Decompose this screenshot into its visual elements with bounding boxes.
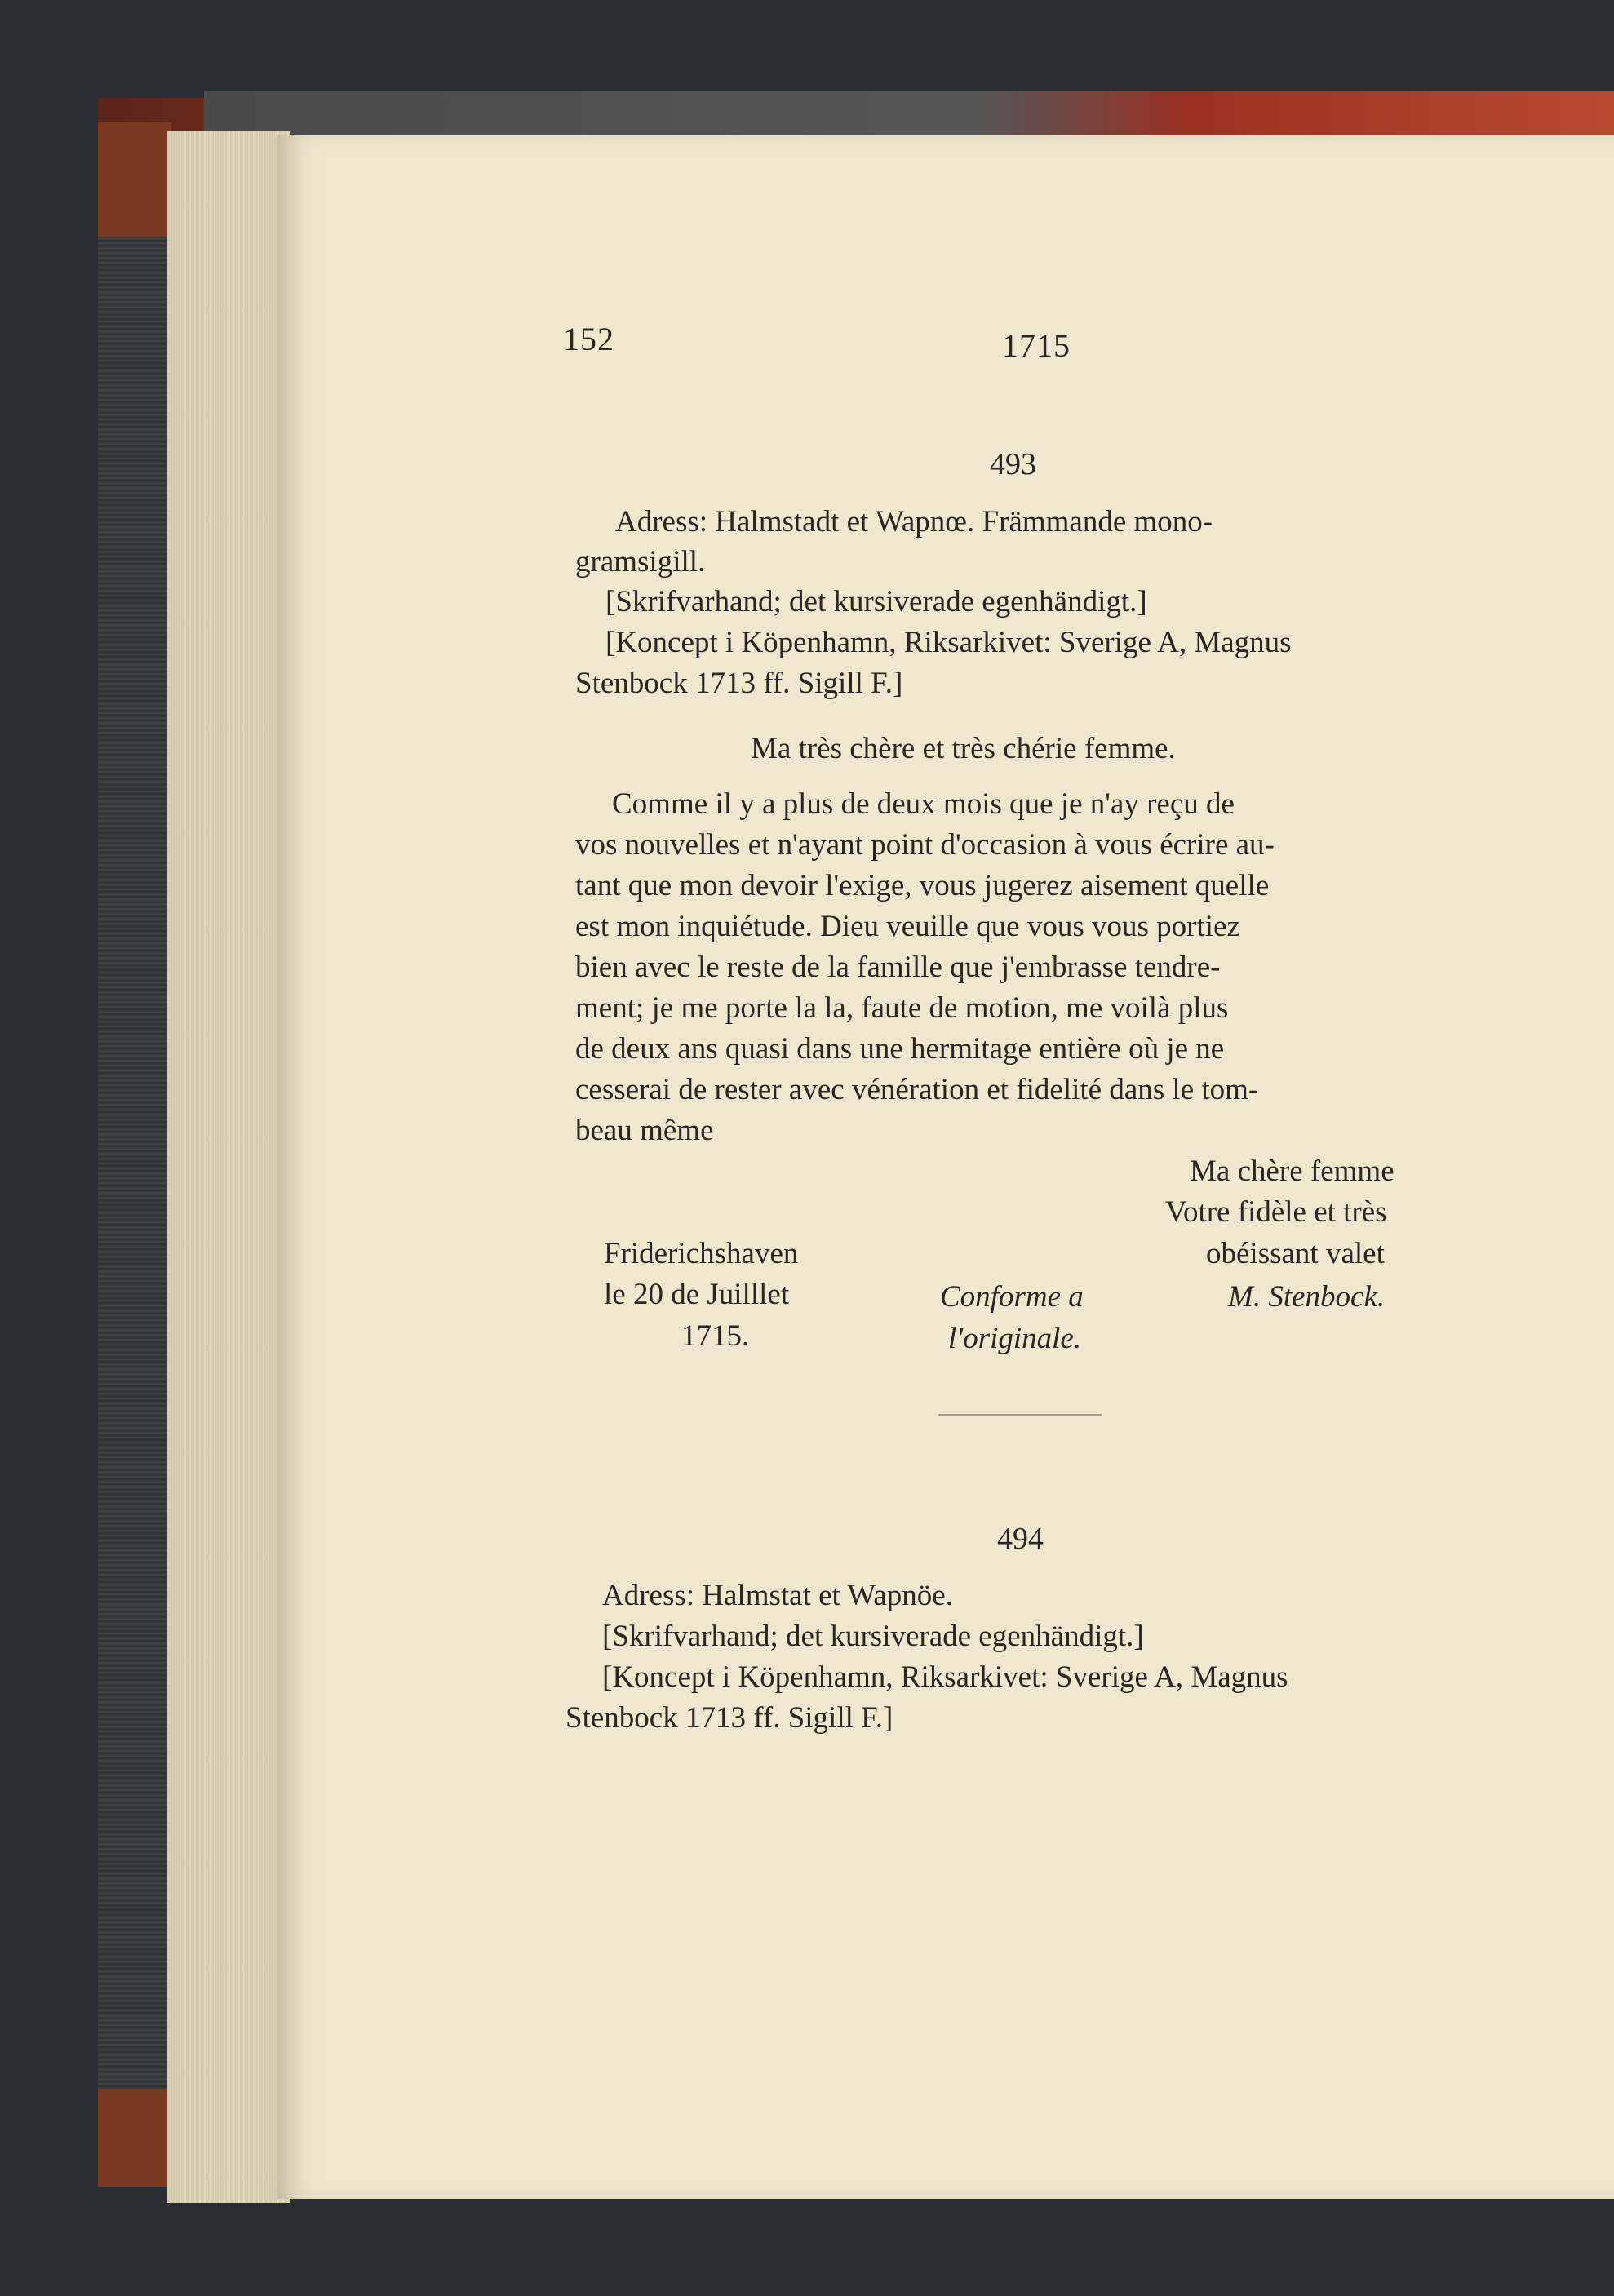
conforme-line-1: Conforme a [940,1280,1084,1314]
place-line: Friderichshaven [604,1237,799,1270]
note-494-line-1: [Skrifvarhand; det kursiverade egenhändigt.] [602,1620,1144,1653]
body-line-6: ment; je me porte la la, faute de motion, me voilà plus [575,991,1229,1025]
address-494: Adress: Halmstat et Wapnöe. [602,1579,953,1612]
letter-number-494: 494 [997,1522,1044,1556]
note-line-1: [Skrifvarhand; det kursiverade egenhändigt.] [605,585,1147,618]
closing-line-1: Ma chère femme [1190,1155,1395,1188]
leather-corner-top [98,122,171,237]
note-494-line-3: Stenbock 1713 ff. Sigill F.] [565,1701,893,1735]
year-line: 1715. [681,1319,750,1353]
conforme-line-2: l'originale. [948,1322,1082,1355]
note-line-3: Stenbock 1713 ff. Sigill F.] [575,667,903,700]
page-number: 152 [563,321,614,357]
signature: M. Stenbock. [1228,1280,1386,1314]
running-year: 1715 [1002,327,1071,364]
closing-line-2: Votre fidèle et très [1165,1195,1387,1229]
letter-number-493: 493 [990,447,1036,481]
address-line-2: gramsigill. [575,545,706,578]
leather-corner-bottom [98,2089,171,2187]
body-line-1: Comme il y a plus de deux mois que je n'ay reçu de [612,787,1235,821]
body-line-5: bien avec le reste de la famille que j'embrasse tendre- [575,951,1221,984]
body-line-2: vos nouvelles et n'ayant point d'occasion à vous écrire au- [575,828,1275,862]
book-page [277,135,1614,2199]
body-line-8: cesserai de rester avec vénération et fidelité dans le tom- [575,1073,1259,1106]
salutation: Ma très chère et très chérie femme. [751,732,1176,765]
book-spine [98,147,171,2187]
address-line-1: Adress: Halmstadt et Wapnœ. Främmande mono- [615,505,1213,539]
top-board-edge [204,91,1614,140]
closing-line-3: obéissant valet [1206,1237,1385,1270]
page-edges [167,131,290,2203]
body-line-7: de deux ans quasi dans une hermitage entière où je ne [575,1032,1225,1066]
body-line-4: est mon inquiétude. Dieu veuille que vous vous portiez [575,910,1240,943]
note-494-line-2: [Koncept i Köpenhamn, Riksarkivet: Sverige A, Magnus [602,1660,1288,1694]
body-line-3: tant que mon devoir l'exige, vous jugerez aisement quelle [575,869,1270,902]
section-divider [938,1414,1102,1416]
note-line-2: [Koncept i Köpenhamn, Riksarkivet: Sverige A, Magnus [605,626,1292,659]
date-line: le 20 de Juilllet [604,1278,790,1311]
body-line-9: beau même [575,1114,714,1147]
